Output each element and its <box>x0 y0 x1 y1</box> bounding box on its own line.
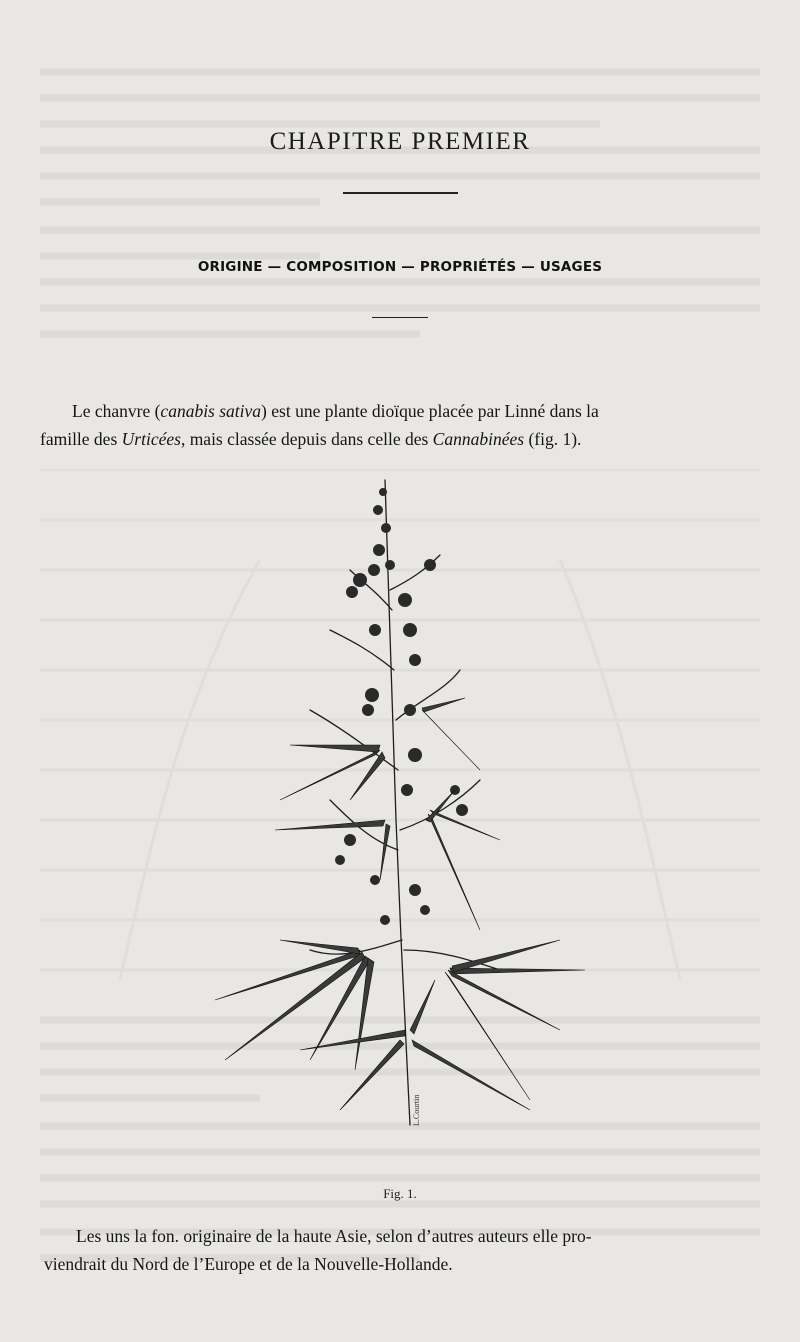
subtitle-rule <box>372 317 428 318</box>
chapter-title: CHAPITRE PREMIER <box>269 128 531 155</box>
paragraph-line: viendrait du Nord de l’Europe et de la Nouvelle-Hollande. <box>44 1254 453 1274</box>
family-name: Urticées <box>121 429 181 449</box>
intro-paragraph <box>40 397 764 453</box>
paragraph-line: Le chanvre (canabis sativa) est une plante dioïque placée par Linné dans la <box>72 401 599 421</box>
paragraph-line: Les uns la fon. originaire de la haute Asie, selon d’autres auteurs elle pro- <box>76 1226 592 1246</box>
paragraph-line: famille des Urticées, mais classée depuis dans celle des Cannabinées (fig. 1). <box>40 429 582 449</box>
family-name: Cannabinées <box>432 429 525 449</box>
hemp-plant-icon <box>200 470 620 1180</box>
engraver-signature: L.Courtin <box>412 1094 421 1126</box>
figure-caption: Fig. 1. <box>383 1186 417 1201</box>
chapter-subtitle: ORIGINE — COMPOSITION — PROPRIÉTÉS — USAGES <box>197 259 603 275</box>
origin-paragraph <box>44 1222 774 1278</box>
title-rule <box>343 192 458 194</box>
latin-name: canabis sativa <box>160 401 262 421</box>
